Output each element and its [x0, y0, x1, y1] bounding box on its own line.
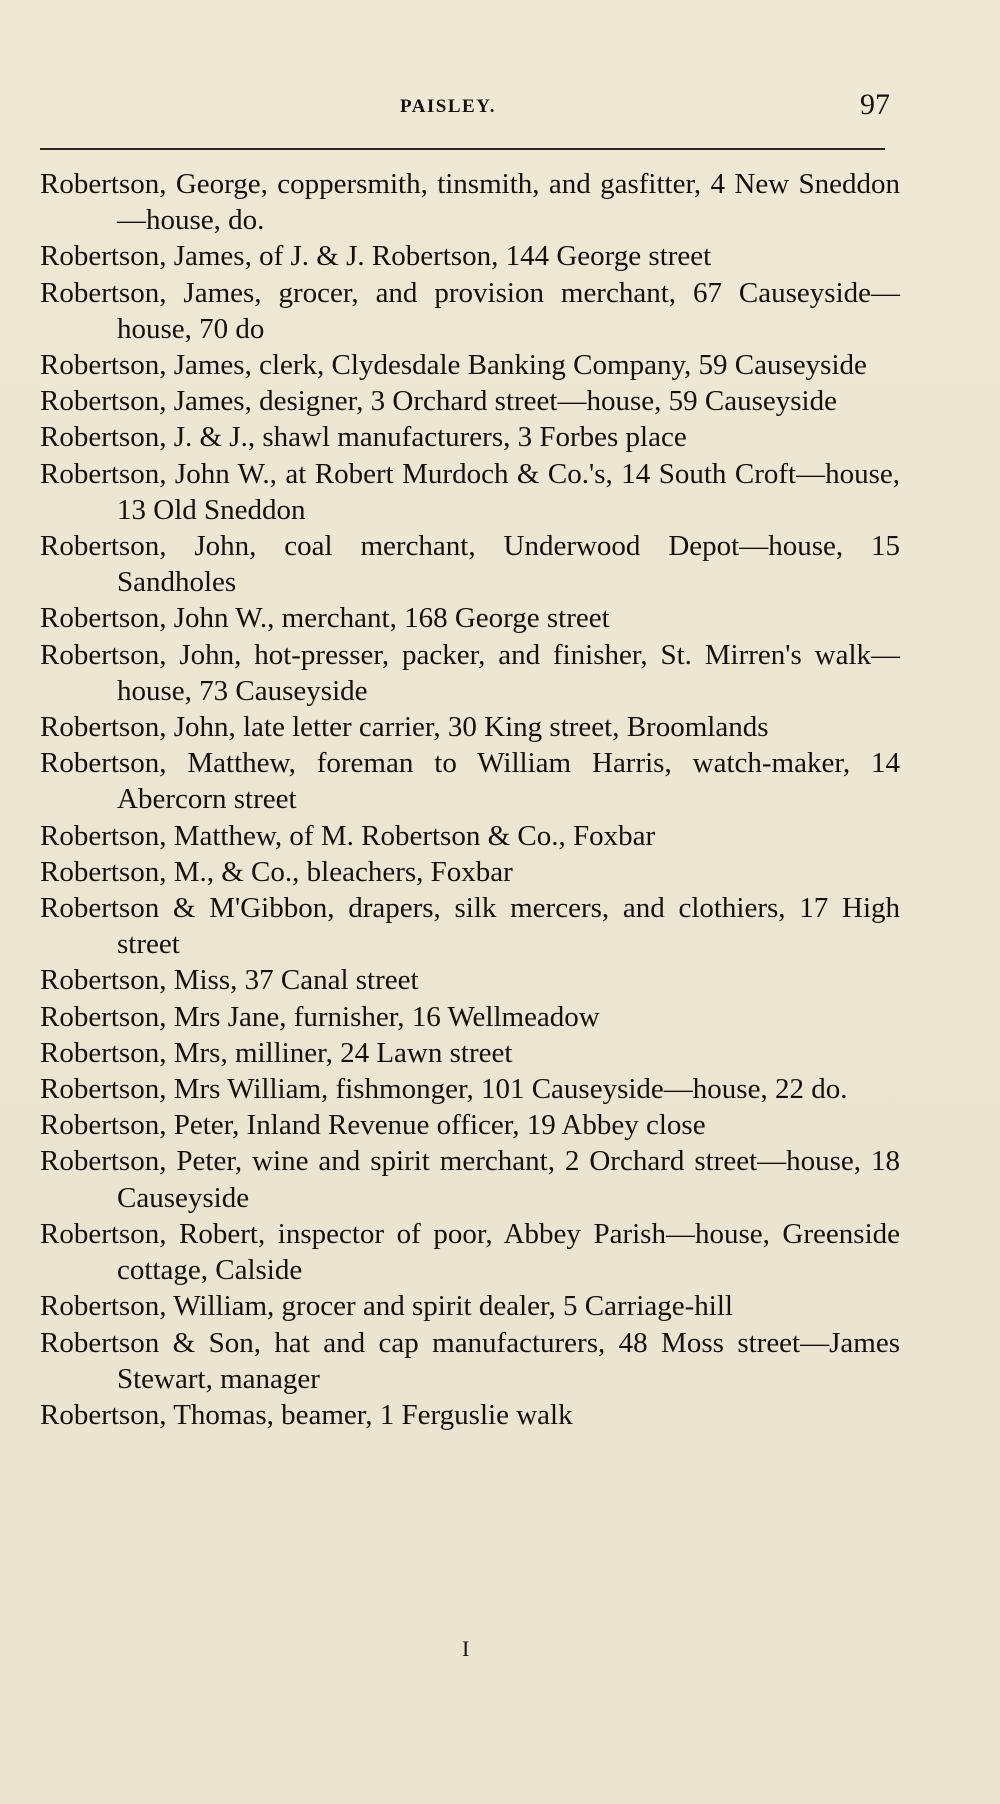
directory-entry: Robertson, Miss, 37 Canal street [40, 964, 419, 997]
running-head: PAISLEY. [400, 96, 496, 117]
directory-entry: Robertson & Son, hat and cap manufacturers, 48 Moss street—James Stewart, manager [40, 1326, 900, 1395]
directory-entry: Robertson, James, designer, 3 Orchard street—house, 59 Causeyside [40, 385, 837, 418]
directory-entry: Robertson, Thomas, beamer, 1 Ferguslie walk [40, 1398, 573, 1431]
directory-entry: Robertson, John W., merchant, 168 George street [40, 602, 610, 635]
directory-entry: Robertson, George, coppersmith, tinsmith, and gasfitter, 4 New Sneddon—house, do. [40, 168, 900, 237]
directory-entry: Robertson, John, hot-presser, packer, and finisher, St. Mirren's walk—house, 73 Causeyside [40, 638, 900, 707]
directory-entry: Robertson, Mrs Jane, furnisher, 16 Wellmeadow [40, 1000, 600, 1033]
header-rule [40, 148, 885, 150]
directory-entry: Robertson, John, late letter carrier, 30 King street, Broomlands [40, 711, 769, 744]
directory-entries [40, 166, 900, 1433]
page-number: 97 [860, 88, 890, 121]
directory-entry: Robertson, William, grocer and spirit dealer, 5 Carriage-hill [40, 1290, 733, 1323]
directory-entry: Robertson, Matthew, of M. Robertson & Co., Foxbar [40, 819, 656, 852]
directory-entry: Robertson, James, clerk, Clydesdale Banking Company, 59 Causeyside [40, 349, 867, 382]
directory-entry: Robertson, Robert, inspector of poor, Abbey Parish—house, Greenside cottage, Calside [40, 1217, 900, 1287]
directory-entry: Robertson, Peter, wine and spirit merchant, 2 Orchard street—house, 18 Causeyside [40, 1145, 900, 1214]
directory-entry: Robertson, John W., at Robert Murdoch & Co.'s, 14 South Croft—house, 13 Old Sneddon [40, 457, 900, 526]
directory-entry: Robertson, John, coal merchant, Underwood Depot—house, 15 Sandholes [40, 530, 900, 599]
directory-entry: Robertson, James, of J. & J. Robertson, 144 George street [40, 240, 712, 273]
directory-entry: Robertson, M., & Co., bleachers, Foxbar [40, 855, 513, 888]
directory-entry: Robertson & M'Gibbon, drapers, silk mercers, and clothiers, 17 High street [40, 892, 900, 961]
page-header [40, 88, 890, 128]
directory-entry: Robertson, Mrs William, fishmonger, 101 Causeyside—house, 22 do. [40, 1073, 848, 1106]
directory-entry: Robertson, Matthew, foreman to William Harris, watch-maker, 14 Abercorn street [40, 747, 900, 816]
signature-mark: I [462, 1636, 470, 1661]
directory-entry: Robertson, Peter, Inland Revenue officer, 19 Abbey close [40, 1109, 706, 1142]
directory-entry: Robertson, James, grocer, and provision merchant, 67 Causeyside—house, 70 do [40, 276, 900, 345]
directory-entry: Robertson, J. & J., shawl manufacturers, 3 Forbes place [40, 421, 687, 454]
directory-entry: Robertson, Mrs, milliner, 24 Lawn street [40, 1036, 513, 1069]
